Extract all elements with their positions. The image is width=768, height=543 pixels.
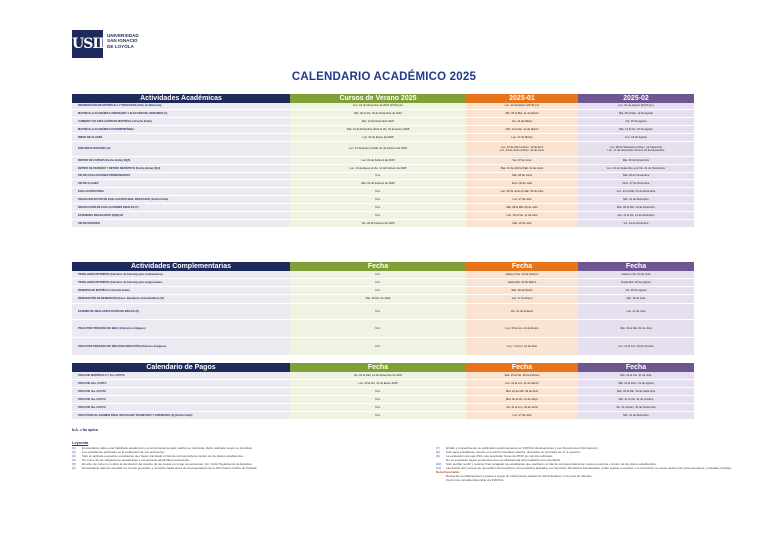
table-row	[72, 180, 694, 188]
activity-label: INICIO DE CLASES	[72, 134, 290, 141]
date-cell: Hasta Mié. 26 de Marzo	[466, 279, 578, 286]
date-cell: Mar. 21 al Vie. 31 de Octubre	[578, 396, 694, 403]
table-row	[72, 173, 694, 180]
date-cell: N.A.	[290, 212, 466, 219]
section-header-2025-02: Fecha	[578, 262, 694, 271]
date-cell: Vie. 28 de Febrero de 2025	[290, 220, 466, 227]
legend-note-text: No exime de las obligaciones académicas y económicas adquiridas previamente.	[82, 458, 190, 462]
table-row	[72, 338, 694, 356]
activity-label: RETIRO DE PERIODO Y RETIRO DEFINITIVO (Fecha límite) (3)(4)	[72, 165, 290, 172]
legend-note-text: El fallo y procedimiento se publicarán oportunamente por INFOSIL (Evaluaciones y sus Documentos Informativos).	[446, 446, 599, 450]
date-cell: Sáb. 29 de Noviembre	[578, 173, 694, 179]
date-cell: Mié. 05 al Mar. 11 de Marzo	[466, 110, 578, 117]
table-row	[72, 372, 694, 380]
date-cell: N.A.	[290, 320, 466, 337]
date-cell: Lun. 01 de Setiembre al al Vie. 21 de Noviembre	[578, 165, 694, 172]
legend-note-number: (9)	[436, 454, 440, 458]
date-cell: Lun. 10 al Vie. 11 de Julio	[466, 212, 578, 219]
legend-note-number: (4)	[72, 458, 76, 462]
legend-note-text: La evaluación de Lajo USIL solo aceptarán horas de 08:00 pm del día solicitado.	[446, 454, 553, 458]
section-header-activity: Actividades Académicas	[72, 94, 290, 103]
activity-label: INFORMACIÓN DE MATRÍCULA Y PROCESOS (Sitio de Matrícula)	[72, 103, 290, 109]
complementary-activities-table	[72, 262, 694, 356]
legend-note-number: (10)	[436, 462, 442, 466]
date-cell: Vie. 21 al Dom. 30 de Noviembre	[578, 404, 694, 411]
date-cell: Vie. 19 de Diciembre	[578, 220, 694, 227]
table-row	[72, 103, 694, 110]
legend-note-text: El retiro de curso no implica la devolución del importe de las cuotas por pago de pensiones. Ver: Ciclo/ Reglamento de Estudios.	[82, 462, 253, 466]
logo-line-3: DE LOYOLA	[107, 43, 134, 49]
date-cell: Vie. 21 al Lun. 30 de Junio	[466, 404, 578, 411]
table-row	[72, 204, 694, 212]
date-cell: N.A.	[290, 196, 466, 203]
table-row	[72, 165, 694, 173]
date-line: Lun. 17 de Noviembre al Dom 23 de Noviembre	[607, 149, 665, 152]
activity-label: EXÁMENES REZAGADOS (6)(9)(10)	[72, 212, 290, 219]
date-cell: Lun. 02 de Enero de 2025	[290, 134, 466, 141]
date-line: Lun. 08 de Setiembre al Dom. 14 Setiembre	[609, 145, 663, 149]
date-cell: Lun. 18 de Agosto	[578, 134, 694, 141]
date-cell: N.A.	[290, 173, 466, 179]
date-cell: Mié. 02 al Mié. 30 de Julio	[578, 320, 694, 337]
section-header-2025-02: Fecha	[578, 363, 694, 372]
date-cell: Dom. 06 de Julio	[466, 180, 578, 187]
date-cell: Mié. 06 al Mar. 12 de Agosto	[578, 110, 694, 117]
legend-note-text: El estudiante debe estar habilitado académica y económicamente para realizar su matrícula. Debe realizarlo según su prioridad.	[82, 446, 253, 450]
activity-label: PAGO DE 3ra. CUOTA	[72, 388, 290, 395]
activity-label: RENOVACIÓN DE BENEFICIOS (becs. Beneficios Estudiantiles) (11)	[72, 295, 290, 303]
activity-label: PAGO POR PROCESO DE BECA (Alumnos Antiguos)	[72, 320, 290, 337]
date-cell: Mar. 09 al Mié. 10 de Diciembre	[578, 204, 694, 211]
table-row	[72, 304, 694, 320]
date-cell: Lun. 01 al Sáb. 06 de Diciembre	[578, 188, 694, 195]
date-line: Lun. 16 de Junio al Dom. 22 de Junio	[499, 149, 545, 152]
date-cell: N.A.	[290, 188, 466, 195]
date-cell: Mar. 01 de Abril al Sáb. 21 de Junio	[466, 165, 578, 172]
section-header-2025-02: 2025-02	[578, 94, 694, 103]
date-cell: Mar. 15 de Julio	[466, 220, 578, 227]
table-row	[72, 134, 694, 142]
date-cell: Sáb. 29 de Marzo	[466, 287, 578, 294]
date-cell: Lun. 27 de Enero al Sáb. 01 de Febrero de 2025	[290, 142, 466, 156]
activity-label: FIN DE EVALUACIONES PERMANENTES	[72, 173, 290, 179]
section-header-summer: Fecha	[290, 363, 466, 372]
legend-note-number: Nota Importante:	[436, 470, 460, 474]
date-cell: Vie. 25 de Agosto	[578, 287, 694, 294]
legend-note-number: (6)	[72, 466, 76, 470]
logo-line-2: SAN IGNACIO	[107, 38, 138, 44]
date-cell: Mié. 10 de Diciembre	[578, 412, 694, 419]
date-cell: Lun. 04 de Agosto (03:00 pm)	[578, 103, 694, 109]
date-cell: N.A.	[290, 338, 466, 355]
na-note: N.A. = No aplica	[72, 428, 98, 432]
date-cell: Mar. 20 Dic. de 2024	[290, 295, 466, 303]
activity-label: RESERVA DE MATRÍCULA (Fecha límite)	[72, 287, 290, 294]
legend-note-text: Revisa las consideraciones y pasos a seguir de cada trámite académico administrativo en la Guía de trámites.	[446, 474, 593, 478]
date-cell: Vie. 21 de Febrero	[466, 304, 578, 319]
legend-note-text: Sólo podrán rendir y resolver final rezagado los estudiantes que realizaron el trámite correspondiente de manera oportuna y dentro de los plazos establecidos.	[446, 462, 657, 466]
date-cell: Lun. 16 de Diciembre de 2024 (03:00 pm)	[290, 103, 466, 109]
legend-note-text: Sólo para estudiantes nuevos en periodo inmediato anterior, obtenidos en promedio de 17 a superior.	[446, 450, 581, 454]
table-row	[72, 212, 694, 220]
activity-label: PAGO DE 2da. CUOTA	[72, 380, 290, 387]
date-cell: Mar. 20 al Vie. 31 de Mayo	[466, 396, 578, 403]
section-header-activity: Actividades Complementarias	[72, 262, 290, 271]
legend-note-number: (7)	[436, 446, 440, 450]
section-header-summer: Cursos de Verano 2025	[290, 94, 466, 103]
table-row	[72, 404, 694, 412]
date-cell: N.A.	[290, 388, 466, 395]
date-cell: N.A.	[290, 271, 466, 278]
legend-note-number	[436, 478, 446, 482]
date-cell: Sáb. 23 al Dom. 31 de Agosto	[578, 380, 694, 387]
date-cell	[578, 142, 694, 156]
activity-label: ENCUESTA DOCENTE (2)	[72, 142, 290, 156]
table-header	[72, 363, 694, 372]
logo-line-1: UNIVERSIDAD	[107, 33, 139, 38]
table-row	[72, 188, 694, 196]
activity-label: DEVOLUCIÓN DE EVALUACIONES FINALES (7)	[72, 204, 290, 211]
activity-label: PAGO DE MATRÍCULA Y 1ra. CUOTA	[72, 372, 290, 379]
table-row	[72, 279, 694, 287]
date-cell: Sáb. 20 al Mar. 30 de Setiembre	[578, 388, 694, 395]
section-header-activity: Calendario de Pagos	[72, 363, 290, 372]
date-cell: N.A.	[290, 404, 466, 411]
activity-label: RETIRO DE CURSOS (Fecha límite) (3)(5)	[72, 157, 290, 164]
table-row	[72, 118, 694, 126]
date-cell: N.A.	[290, 279, 466, 286]
legend-notes-left	[72, 446, 372, 470]
date-cell: Lun. 10 de Marzo (03:00 pm)	[466, 103, 578, 109]
date-cell: Vie. 27 de Junio	[466, 157, 578, 164]
date-cell: Lun. 21 de Julio	[578, 304, 694, 319]
table-row	[72, 142, 694, 157]
table-row	[72, 110, 694, 118]
table-header	[72, 262, 694, 271]
activity-label: PAGO DE 4ta. CUOTA	[72, 396, 290, 403]
date-cell: Mié. 10 de Diciembre	[578, 196, 694, 203]
date-cell: Mié. 16 de Julio	[578, 295, 694, 303]
legend-note-number: (11)	[436, 466, 442, 470]
legend-note-text: No se aceptarán pagos posteriores aun se utilizará hoja sólo realizado otro estudiante.	[446, 458, 562, 462]
payments-calendar-table	[72, 363, 694, 420]
activity-label: PAGO DE 5ta. CUOTA	[72, 404, 290, 411]
date-cell: Hasta el Vie. 04 de Julio	[578, 271, 694, 278]
table-row	[72, 412, 694, 420]
activity-label: CAMBIOS Y/O ANULACIÓN DE MATRÍCULA (Fecha límite)	[72, 118, 290, 125]
activity-label: TRASLADOS INTERNOS (Cambios de Carrera) para reingresantes	[72, 279, 290, 286]
legend-note	[436, 478, 736, 482]
date-cell: Vie. 06 al Sáb. 14 de Diciembre de 2024	[290, 372, 466, 379]
date-cell: Mié. 26 de Febrero de 2025	[290, 180, 466, 187]
date-cell: Sáb. 15 al Vie. 28 de Febrero	[466, 372, 578, 379]
legend-note-number: (1)	[72, 446, 76, 450]
legend-note-number: (5)	[72, 462, 76, 466]
date-cell: Mié. 26 de Noviembre	[578, 157, 694, 164]
date-cell: Lun. 07 de Julio	[466, 196, 578, 203]
logo-wordmark	[107, 33, 139, 49]
university-logo	[72, 30, 192, 60]
date-cell: Mié. 24 al Jue. 31 de Julio	[578, 372, 694, 379]
table-row	[72, 295, 694, 304]
date-cell: Lun. 20 al Vie. 31 de Enero 2025	[290, 380, 466, 387]
date-cell: Mar. 31 de Diciembre 2024	[290, 118, 466, 125]
table-row	[72, 287, 694, 295]
section-header-2025-01: Fecha	[466, 363, 578, 372]
date-cell: Lun. 7 al Lun. 14 de Abril	[466, 338, 578, 355]
date-cell: Lun. 30 de Junio al Sáb. 05 de Julio	[466, 188, 578, 195]
date-cell: Vie. 14 de Marzo	[466, 118, 578, 125]
date-cell: Lun. 03 de Febrero de 2025	[290, 157, 466, 164]
table-row	[72, 157, 694, 165]
activity-label: PAGAR SOLICITUD DE EVALUACIÓN FINAL REZAGADO (Fecha límite)	[72, 196, 290, 203]
legend-note-number: (2)	[72, 450, 76, 454]
table-row	[72, 320, 694, 338]
academic-activities-table	[72, 94, 694, 228]
logo-mark: USIL	[72, 30, 103, 58]
table-row	[72, 396, 694, 404]
date-cell: Lun. 07 de Julio	[466, 412, 578, 419]
date-cell: Mar. 22 de Mié. 30 de Abril	[466, 388, 578, 395]
table-row	[72, 271, 694, 279]
activity-label: PAGO PARA EL EXAMEN FINAL REZAGADO TRAMITADO Y APROBADO (9) (Fecha límite)	[72, 412, 290, 419]
section-header-2025-01: 2025-01	[466, 94, 578, 103]
date-cell: Lun. 13 de Enero al Vie. 14 de Febrero de 2025	[290, 165, 466, 172]
date-cell: N.A.	[290, 412, 466, 419]
legend-note-text: Sólo se aplicará a aquellos estudiantes que hayan tramitado el trámite correspondiente dentro de los plazos establecidos.	[82, 454, 244, 458]
activity-label: FIN DE PERIODO	[72, 220, 290, 227]
table-row	[72, 380, 694, 388]
page-title: CALENDARIO ACADÉMICO 2025	[291, 71, 477, 83]
date-cell: Mar. 08 al Mié. 09 de Julio	[466, 204, 578, 211]
activity-label: PAGO POR PROCESO DE RECATEGORIZACIÓN (Alumnos Antiguos)	[72, 338, 290, 355]
date-cell	[466, 142, 578, 156]
activity-label: MATRÍCULA ACADÉMICA EXTEMPORÁNEA	[72, 126, 290, 133]
date-cell: N.A.	[290, 304, 466, 319]
activity-label: TRASLADOS INTERNOS (Cambios de Carrera) para continuadores	[72, 271, 290, 278]
date-cell: Mié. 13 al Vie. 15 de Agosto	[578, 126, 694, 133]
date-line: Lun. 07 de Abril al Dom. 13 de Abril	[500, 145, 544, 149]
table-header	[72, 94, 694, 103]
table-row	[72, 126, 694, 134]
date-cell: Sáb. 28 de Junio	[466, 173, 578, 179]
date-cell: Sáb. 21 de Diciembre 2024 al Vie. 10 de Enero 2025	[290, 126, 466, 133]
date-cell: Mié. 12 al Vie. 14 de Marzo	[466, 126, 578, 133]
legend-notes-right	[436, 446, 736, 482]
date-cell: N.A.	[290, 204, 466, 211]
section-header-2025-01: Fecha	[466, 262, 578, 271]
date-cell: Lun. 27 de Enero	[466, 295, 578, 303]
activity-label: MATRÍCULA ACADÉMICA ORDINARIA Y ELECCIÓN DE HORARIOS (1)	[72, 110, 290, 117]
legend-note-text: Las fechas del proceso de renovación de beneficios (convocatoria) aplicados por Servicios: Beneficios Estudiantiles, están sujetas a cambios. La renovación se vuelve aplica solo para semestres y pasadas privadas.	[446, 466, 732, 470]
date-cell: Mié. 18 al Vie. 20 de Diciembre de 2024	[290, 110, 466, 117]
table-row	[72, 220, 694, 228]
date-cell: Lun. 06 al Lun. 13 de Enero	[466, 320, 578, 337]
activity-label: EVALUACIÓN FINAL	[72, 188, 290, 195]
table-row	[72, 388, 694, 396]
legend-title: Leyenda	[72, 440, 89, 445]
date-cell: Jue. 11 al Vie. 12 de Diciembre	[578, 212, 694, 219]
date-cell: N.A.	[290, 287, 466, 294]
date-cell: Dom. 07 de Diciembre	[578, 180, 694, 187]
legend-note-number: (8)	[436, 450, 440, 454]
date-cell: Lun. 15 al Lun. 20 de Octubre	[578, 338, 694, 355]
activity-label: FIN DE CLASES	[72, 180, 290, 187]
activity-label: EXAMEN DE RECLASIFICACIÓN DE INGLÉS (8)	[72, 304, 290, 319]
legend-note-text: Los estudiantes participan en la evaluación de sus profesores.	[82, 450, 165, 454]
date-cell: Lun. 17 de Marzo	[466, 134, 578, 141]
legend-note-text: El estudiante deberá consultar los cursos generales y vencidos hasta antes de la presentación de la Información Online de Portada.	[82, 466, 258, 470]
legend-note-number: (3)	[72, 454, 76, 458]
section-header-summer: Fecha	[290, 262, 466, 271]
date-cell: Vie. 15 de Agosto	[578, 118, 694, 125]
table-row	[72, 196, 694, 204]
date-cell: N.A.	[290, 396, 466, 403]
date-cell: Lun. 24 al Lun. 31 de Marzo	[466, 380, 578, 387]
date-cell: Hasta Mar. 26 de Agosto	[578, 279, 694, 286]
legend-note	[72, 466, 372, 470]
date-cell: Hasta el Vie. 14 de Febrero	[466, 271, 578, 278]
legend-note-text: Opción de consulta disponible vía INFOSIL.	[446, 478, 505, 482]
